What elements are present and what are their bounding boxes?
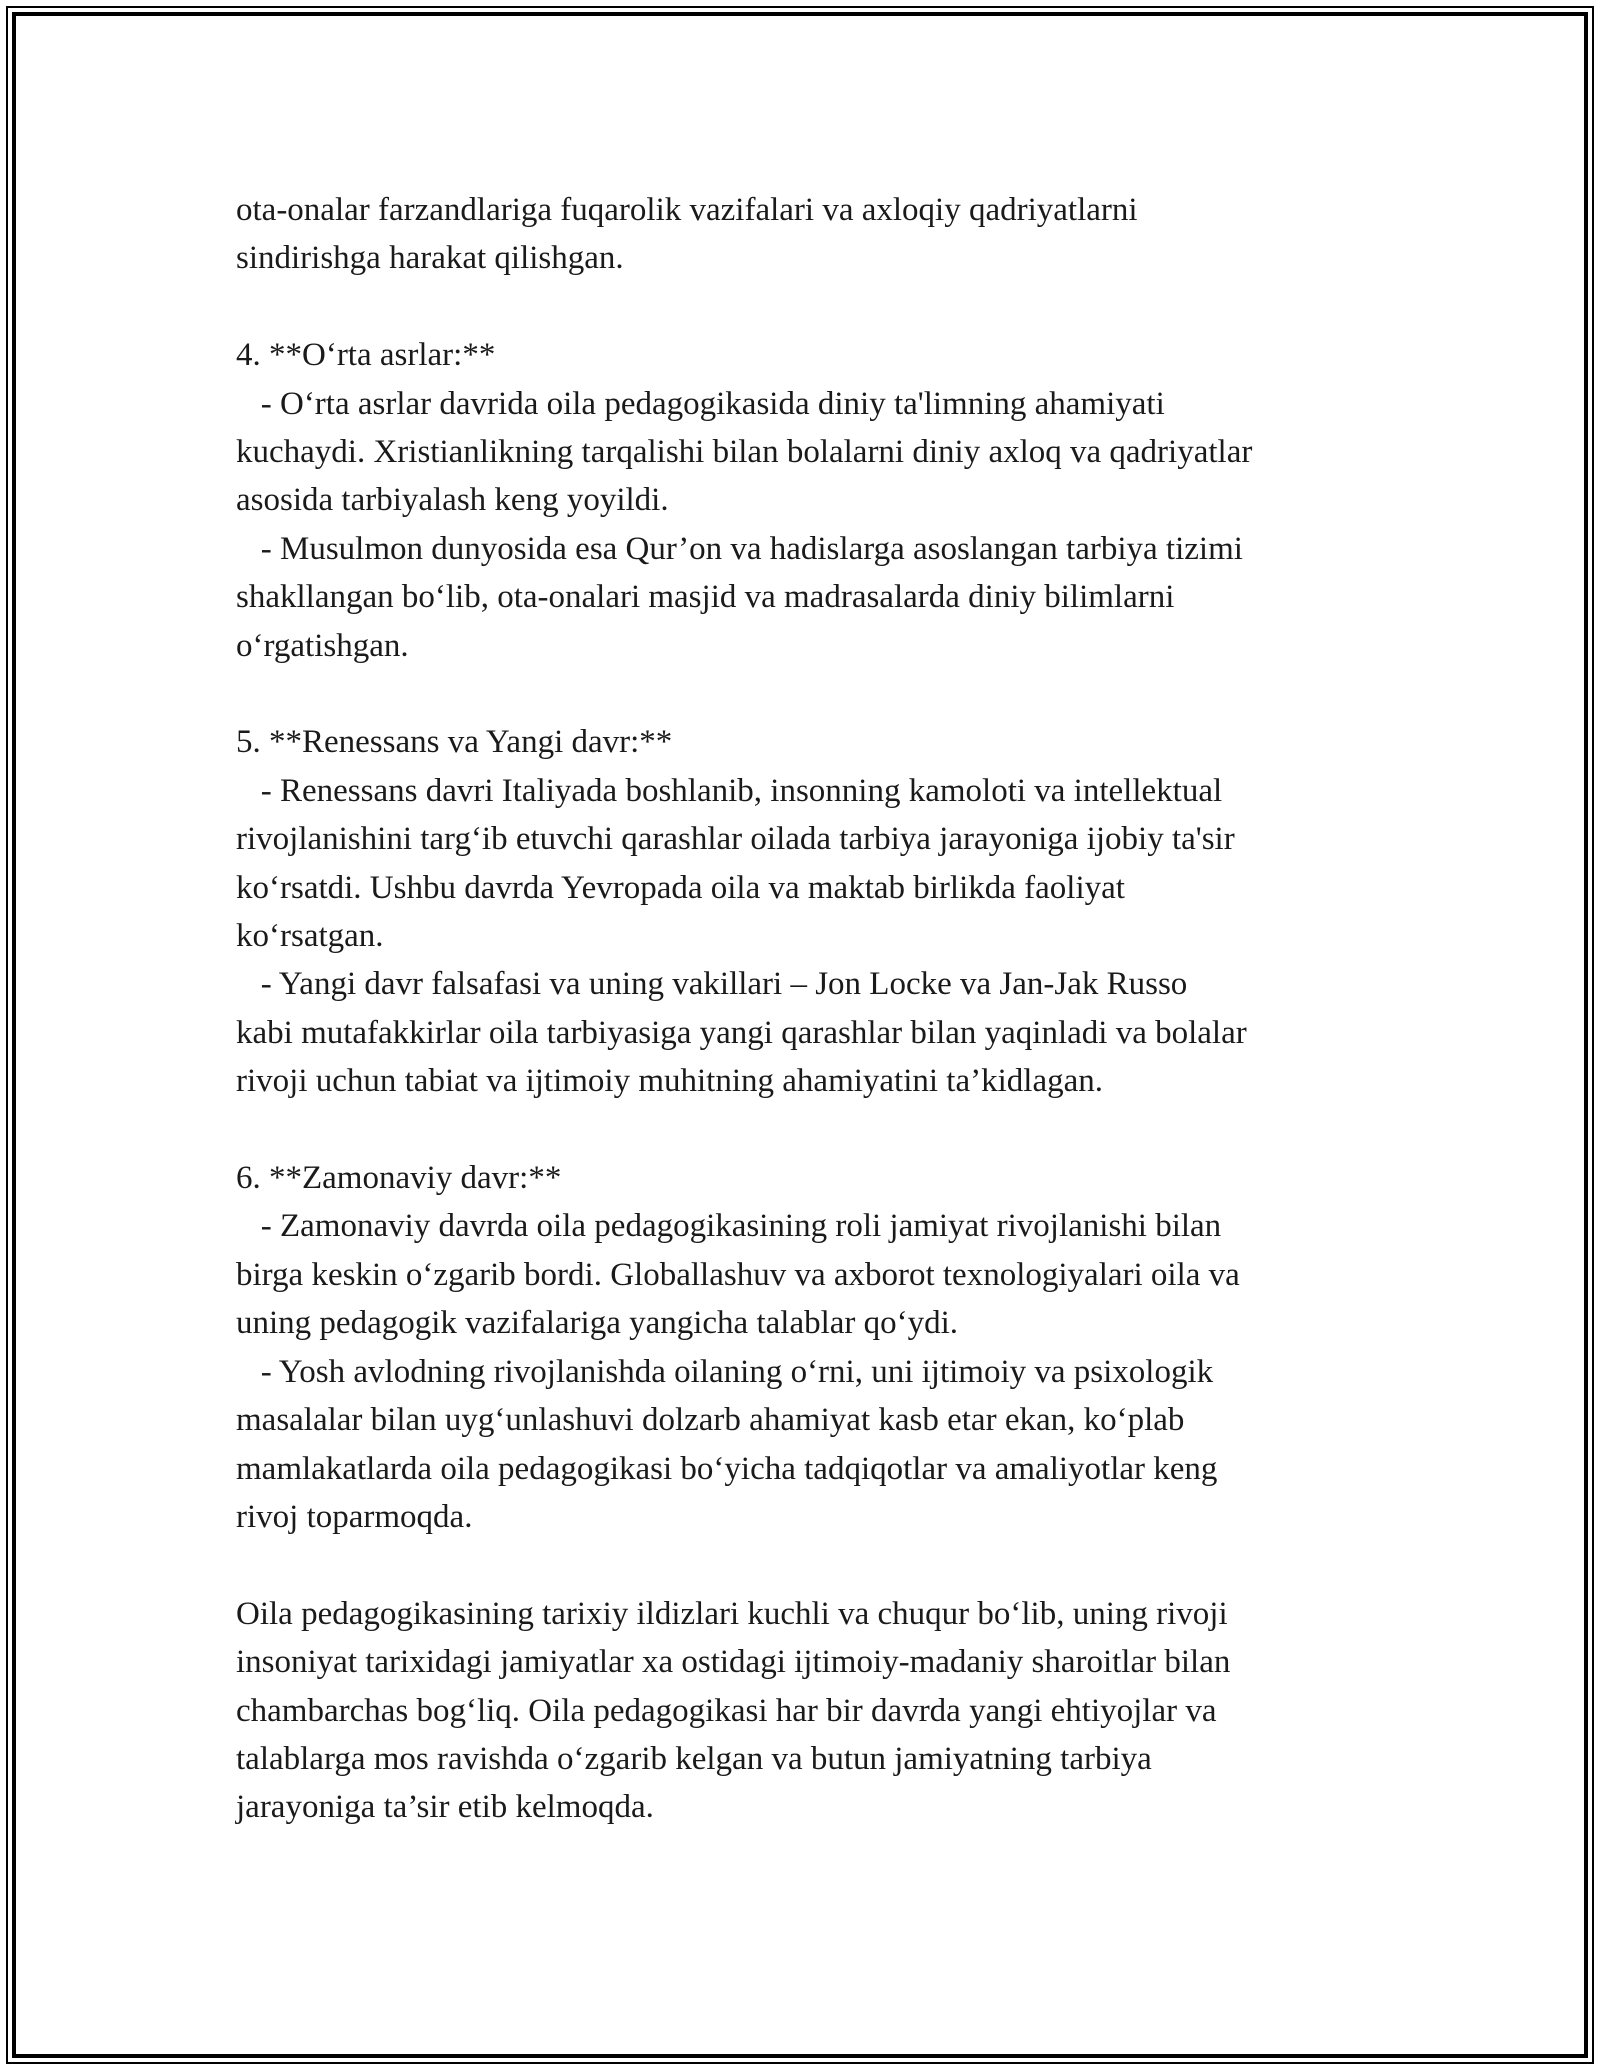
document-body <box>236 186 1416 1832</box>
section-heading: 5. **Renessans va Yangi davr:** <box>236 724 673 761</box>
text-line: jarayoniga ta’sir etib kelmoqda. <box>236 1789 654 1826</box>
text-line: masalalar bilan uyg‘unlashuvi dolzarb ahamiyat kasb etar ekan, ko‘plab <box>236 1402 1185 1439</box>
text-line: - Zamonaviy davrda oila pedagogikasining roli jamiyat rivojlanishi bilan <box>236 1208 1222 1245</box>
conclusion-paragraph <box>236 1590 1416 1832</box>
text-line: talablarga mos ravishda o‘zgarib kelgan va butun jamiyatning tarbiya <box>236 1740 1152 1777</box>
text-line: asosida tarbiyalash keng yoyildi. <box>236 482 669 519</box>
section-heading: 6. **Zamonaviy davr:** <box>236 1160 562 1197</box>
text-line: birga keskin o‘zgarib bordi. Globallashuv va axborot texnologiyalari oila va <box>236 1256 1240 1293</box>
text-line: ota-onalar farzandlariga fuqarolik vazifalari va axloqiy qadriyatlarni <box>236 192 1138 228</box>
text-line: rivojlanishini targ‘ib etuvchi qarashlar oilada tarbiya jarayoniga ijobiy ta'sir <box>236 821 1235 858</box>
text-line: o‘rgatishgan. <box>236 627 409 664</box>
text-line: chambarchas bog‘liq. Oila pedagogikasi har bir davrda yangi ehtiyojlar va <box>236 1692 1217 1729</box>
text-line: mamlakatlarda oila pedagogikasi bo‘yicha tadqiqotlar va amaliyotlar keng <box>236 1450 1218 1487</box>
text-line: - O‘rta asrlar davrida oila pedagogikasida diniy ta'limning ahamiyati <box>236 385 1165 422</box>
intro-paragraph <box>236 186 1416 283</box>
section-renaissance <box>236 718 1416 1105</box>
text-line: sindirishga harakat qilishgan. <box>236 240 624 277</box>
text-line: ko‘rsatgan. <box>236 918 384 955</box>
text-line: rivoji uchun tabiat va ijtimoiy muhitning ahamiyatini ta’kidlagan. <box>236 1063 1103 1100</box>
section-middle-ages <box>236 331 1416 670</box>
paragraph-gap <box>236 670 1416 718</box>
text-line: insoniyat tarixidagi jamiyatlar xa ostidagi ijtimoiy-madaniy sharoitlar bilan <box>236 1644 1231 1681</box>
text-line: - Yangi davr falsafasi va uning vakillari – Jon Locke va Jan-Jak Russo <box>236 966 1188 1003</box>
text-line: kuchaydi. Xristianlikning tarqalishi bilan bolalarni diniy axloq va qadriyatlar <box>236 434 1253 471</box>
text-line: - Renessans davri Italiyada boshlanib, insonning kamoloti va intellektual <box>236 772 1223 809</box>
section-heading: 4. **O‘rta asrlar:** <box>236 337 496 374</box>
text-line: shakllangan bo‘lib, ota-onalari masjid va madrasalarda diniy bilimlarni <box>236 579 1175 616</box>
text-line: rivoj toparmoqda. <box>236 1498 473 1535</box>
text-line: uning pedagogik vazifalariga yangicha talablar qo‘ydi. <box>236 1305 959 1342</box>
text-line: - Musulmon dunyosida esa Qur’on va hadislarga asoslangan tarbiya tizimi <box>236 530 1243 567</box>
text-line: ko‘rsatdi. Ushbu davrda Yevropada oila va maktab birlikda faoliyat <box>236 869 1125 906</box>
paragraph-gap <box>236 283 1416 331</box>
paragraph-gap <box>236 1541 1416 1589</box>
paragraph-gap <box>236 1106 1416 1154</box>
text-line: kabi mutafakkirlar oila tarbiyasiga yangi qarashlar bilan yaqinladi va bolalar <box>236 1014 1247 1051</box>
text-line: - Yosh avlodning rivojlanishda oilaning o‘rni, uni ijtimoiy va psixologik <box>236 1353 1214 1390</box>
text-line: Oila pedagogikasining tarixiy ildizlari kuchli va chuqur bo‘lib, uning rivoji <box>236 1595 1228 1632</box>
section-modern-era <box>236 1154 1416 1541</box>
